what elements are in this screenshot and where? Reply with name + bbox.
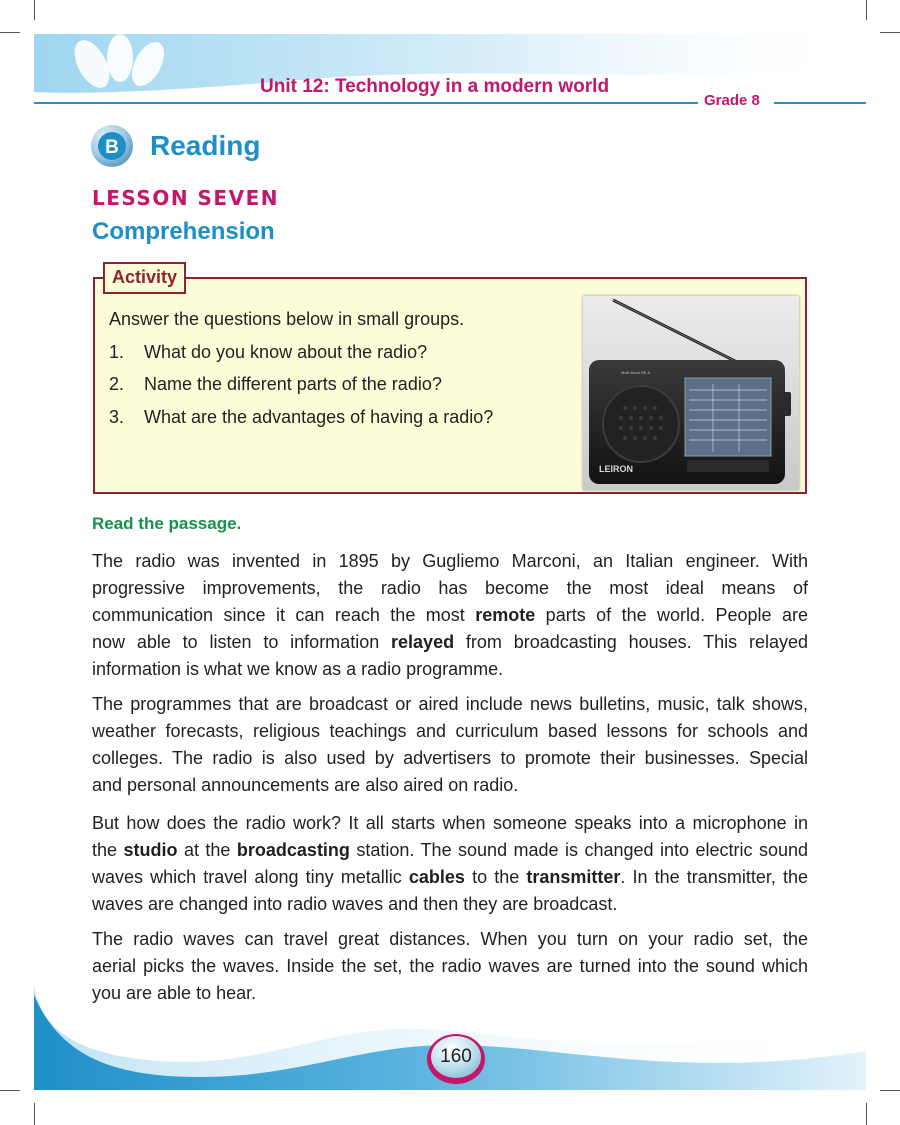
key-word-cables: cables [408, 867, 465, 887]
passage-line: waves are changed into radio waves and then they are broadcast. [92, 894, 618, 914]
passage-line: weather forecasts, religious teachings and curriculum based lessons for schools and [92, 721, 808, 741]
question-number: 2. [109, 374, 125, 394]
passage-line: aerial picks the waves. Inside the set, the radio waves are turned into the sound which [92, 956, 808, 976]
read-passage-instruction: Read the passage. [92, 514, 242, 533]
page-number: 160 [440, 1046, 472, 1067]
passage-paragraph [92, 691, 808, 799]
question-item [109, 342, 427, 363]
activity-instructions: Answer the questions below in small groups. [109, 309, 465, 329]
radio-band-label: Multi Band RE-8 [621, 370, 651, 375]
key-word-transmitter: transmitter [526, 867, 621, 887]
header-decoration [0, 0, 900, 130]
question-text: What do you know about the radio? [144, 342, 428, 362]
speaker-grille [603, 386, 679, 462]
grade-label: Grade 8 [704, 92, 760, 109]
key-word-remote: remote [475, 605, 536, 625]
key-word-relayed: relayed [391, 632, 455, 652]
question-item [109, 374, 442, 395]
header-rule [774, 102, 866, 104]
question-number: 3. [109, 407, 125, 427]
passage-line: you are able to hear. [92, 983, 257, 1003]
lesson-heading: LESSON SEVEN [92, 186, 279, 210]
unit-title: Unit 12: Technology in a modern world [260, 76, 610, 97]
passage-paragraph [92, 810, 808, 918]
passage-line: the studio at the broadcasting station. The sound made is changed into electric sound [92, 840, 808, 860]
activity-label: Activity [103, 262, 186, 294]
question-text: What are the advantages of having a radio? [144, 407, 494, 427]
header-rule [34, 102, 698, 104]
passage-line: information is what we know as a radio programme. [92, 659, 504, 679]
section-badge-letter: B [105, 137, 119, 158]
section-badge [90, 124, 134, 168]
passage-line: progressive improvements, the radio has become the most ideal means of [92, 578, 808, 598]
passage-line: The radio was invented in 1895 by Gugliemo Marconi, an Italian engineer. With [92, 551, 808, 571]
passage-line: communication since it can reach the most remote parts of the world. People are [92, 605, 809, 625]
passage-line: and personal announcements are also aired on radio. [92, 775, 519, 795]
passage-line: The radio waves can travel great distances. When you turn on your radio set, the [92, 929, 808, 949]
passage-line: But how does the radio work? It all starts when someone speaks into a microphone in [92, 813, 808, 833]
radio-photo [583, 296, 799, 490]
passage-line: waves which travel along tiny metallic cables to the transmitter. In the transmitter, the [92, 867, 808, 887]
passage-line: The programmes that are broadcast or aired include news bulletins, music, talk shows, [92, 694, 808, 714]
section-title: Reading [150, 130, 261, 161]
passage-line: now able to listen to information relayed from broadcasting houses. This relayed [92, 632, 808, 652]
passage-line: colleges. The radio is also used by advertisers to promote their businesses. Special [92, 748, 808, 768]
leaf-decoration [107, 34, 133, 82]
radio-brand: LEIRON [599, 464, 634, 474]
comprehension-heading: Comprehension [92, 218, 275, 245]
key-word-broadcasting: broadcasting [236, 840, 350, 860]
question-item [109, 407, 493, 428]
passage-paragraph [92, 548, 808, 683]
question-number: 1. [109, 342, 125, 362]
key-word-studio: studio [123, 840, 178, 860]
question-text: Name the different parts of the radio? [144, 374, 442, 394]
